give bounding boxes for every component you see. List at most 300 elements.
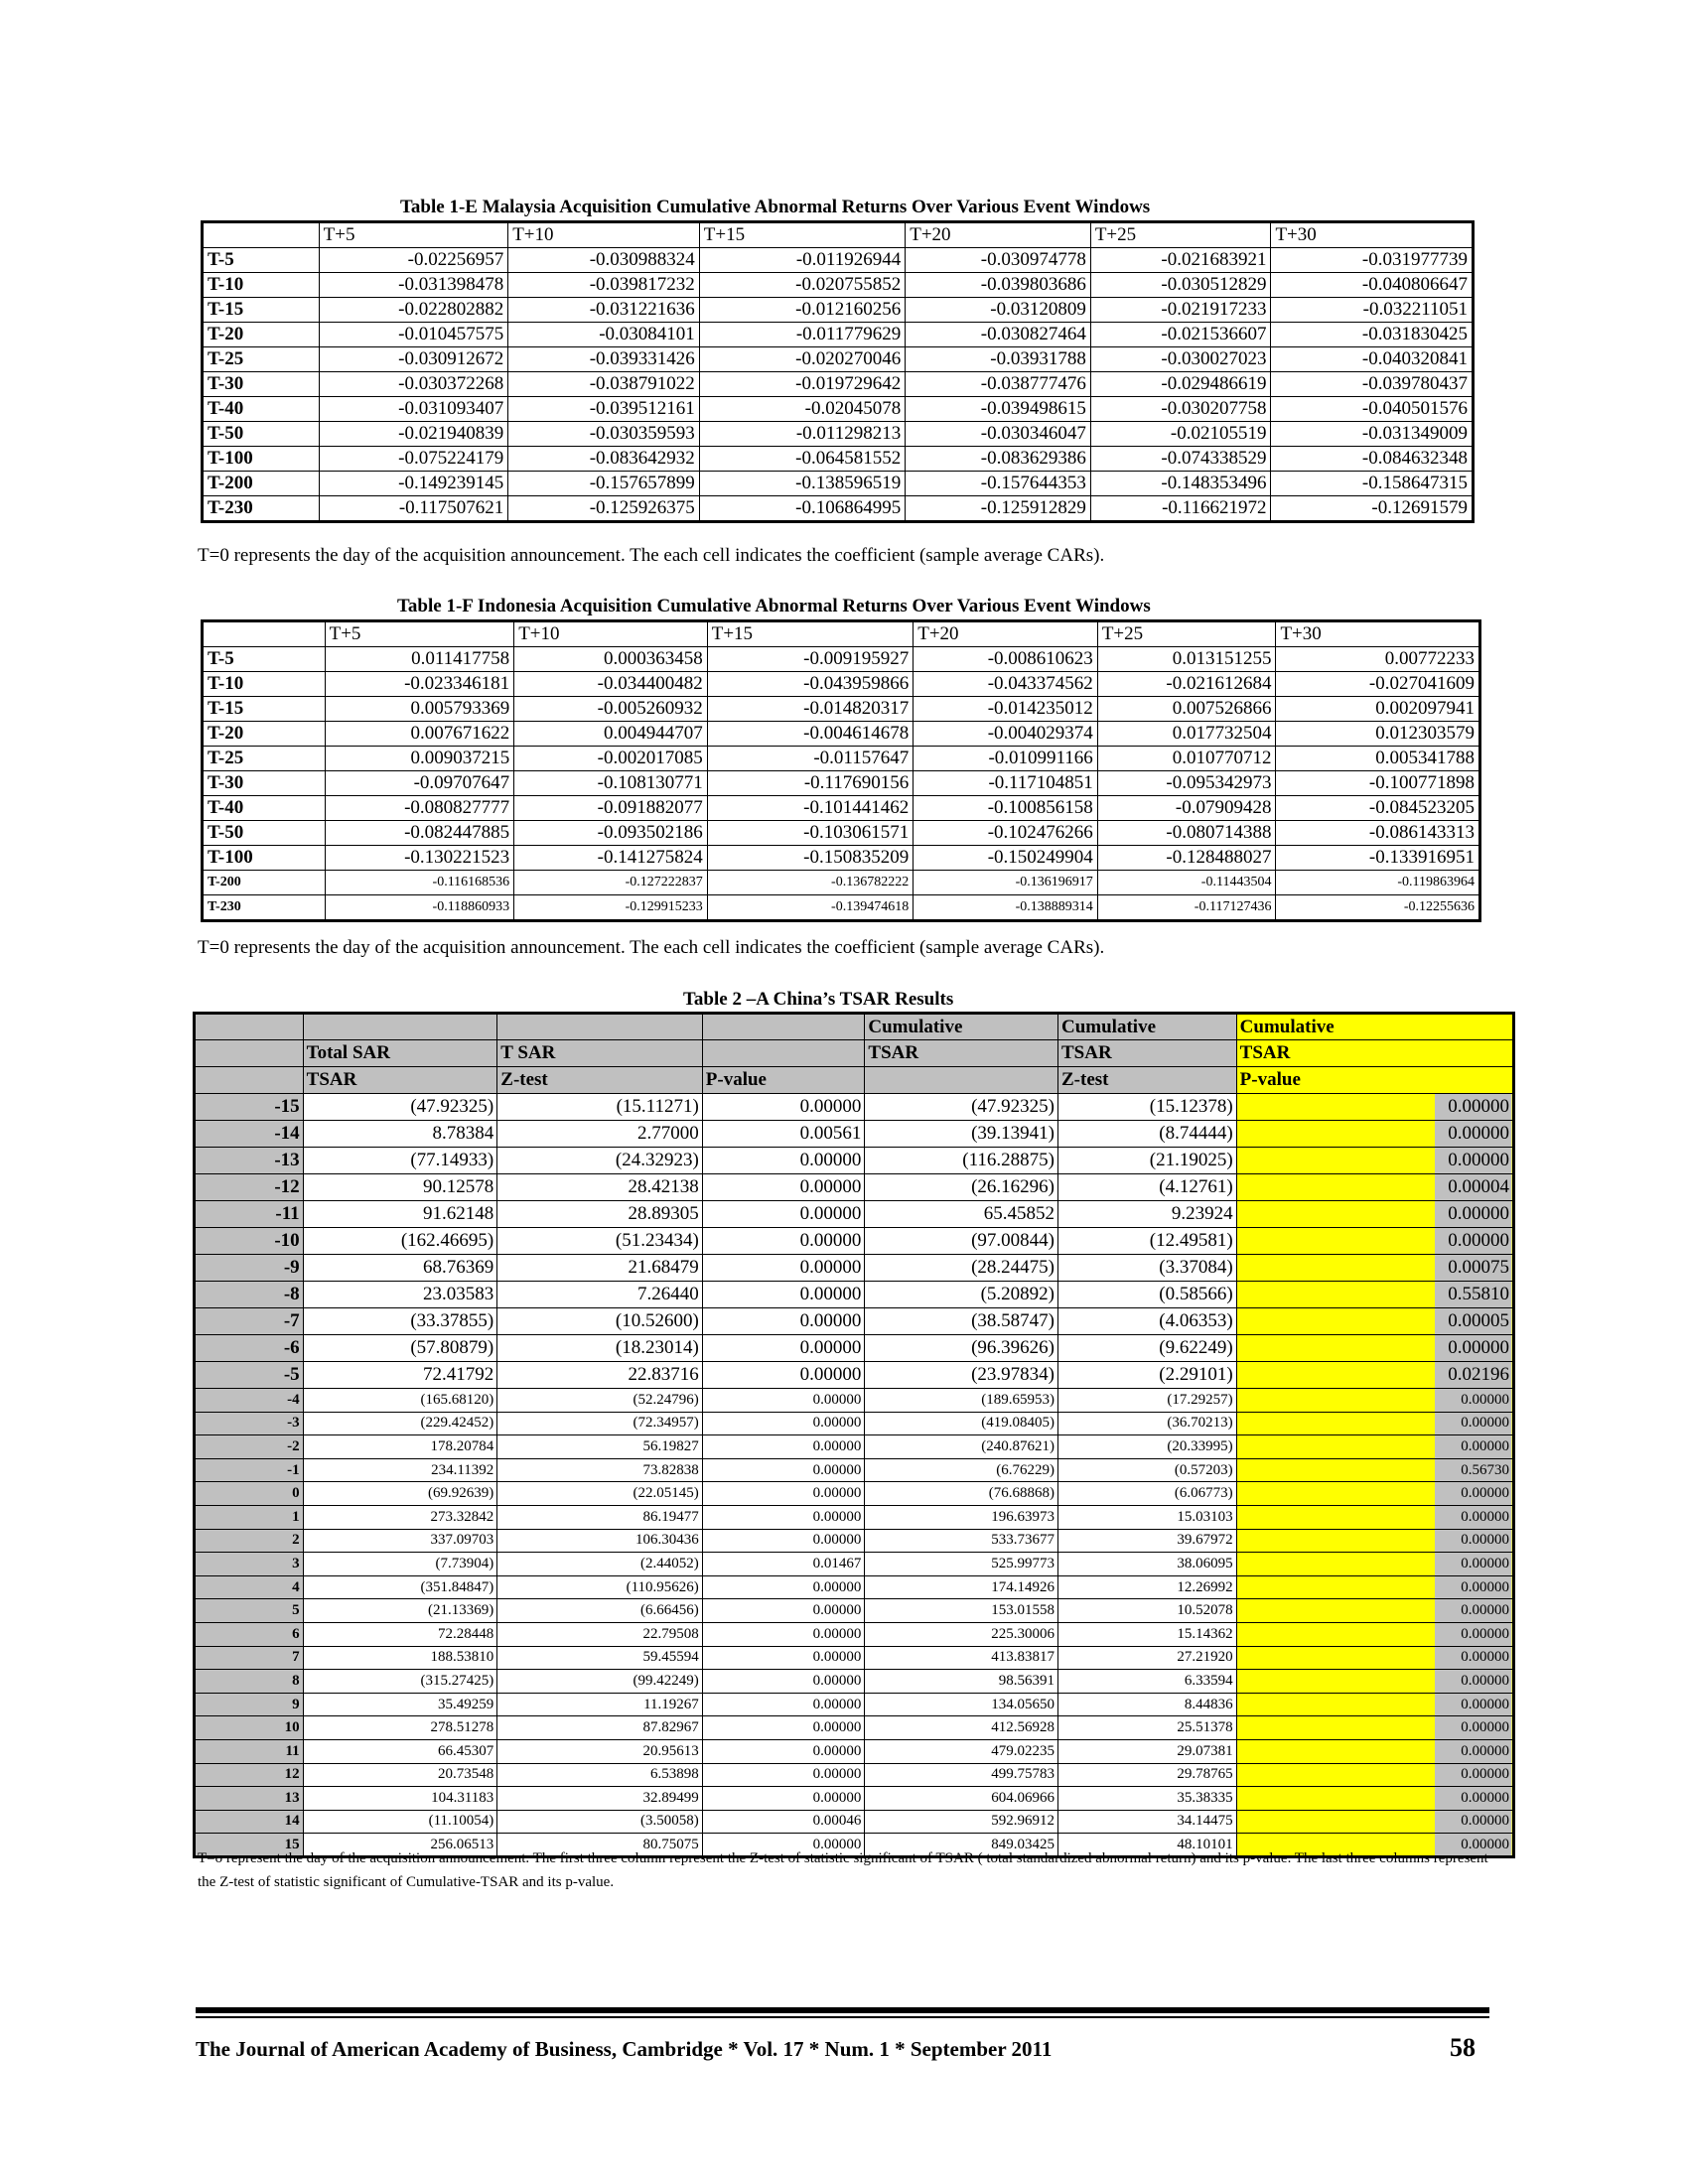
table-cell: 525.99773 [865,1553,1058,1576]
journal-footer: The Journal of American Academy of Business, Cambridge * Vol. 17 * Num. 1 * September 2011 [196,2037,1053,2061]
table-cell: -0.040806647 [1271,273,1474,298]
event-day-label: -12 [195,1174,304,1201]
table-cell: 28.42138 [497,1174,703,1201]
table-cell: -0.157644353 [906,472,1091,496]
table-cell: -0.138889314 [914,895,1098,921]
table-cell: -0.03931788 [906,347,1091,372]
table-cell: 0.011417758 [325,647,514,672]
column-header: T+20 [906,222,1091,248]
table-cell: (11.10054) [303,1810,497,1834]
table-cell: 604.06966 [865,1787,1058,1811]
table-cell: (33.37855) [303,1308,497,1335]
table-cell: (10.52600) [497,1308,703,1335]
table-cell: (110.95626) [497,1575,703,1599]
table-cell: 15.03103 [1058,1505,1237,1529]
table-cell: 0.00000 [702,1308,865,1335]
table-cell: (18.23014) [497,1335,703,1362]
table-cell: (0.58566) [1058,1282,1237,1308]
table-cell: -0.093502186 [514,821,708,846]
table-cell: 87.82967 [497,1716,703,1740]
table-cell: 178.20784 [303,1435,497,1459]
column-header [865,1067,1058,1094]
table-cell: 0.007526866 [1097,697,1276,722]
table-cell: -0.030974778 [906,248,1091,273]
table-cell: (419.08405) [865,1412,1058,1435]
table-cell: 0.00000 [1236,1693,1513,1716]
table-cell: 0.00000 [702,1094,865,1121]
table-cell: 0.00000 [1236,1482,1513,1506]
table-cell: (6.76229) [865,1458,1058,1482]
event-day-label: -3 [195,1412,304,1435]
table-cell: 38.06095 [1058,1553,1237,1576]
table-cell: 0.00000 [1236,1529,1513,1553]
table-cell: -0.010991166 [914,747,1098,771]
event-day-label: 3 [195,1553,304,1576]
table-cell: 0.00000 [702,1834,865,1857]
table-row [203,323,1474,347]
table-cell: -0.082447885 [325,821,514,846]
table-2a-note: T=o represent the day of the acquisition announcement. The first three column represent the Z-test of statistic significant of TSAR ( total standardized abnormal return) and its p-value. The last three columns represent the Z-test of statistic significant of Cumulative-TSAR and its p-value. [198,1850,1488,1890]
table-cell: 849.03425 [865,1834,1058,1857]
table-cell: 0.00000 [702,1389,865,1413]
table-cell: 6.33594 [1058,1670,1237,1694]
table-cell: 0.00000 [1236,1716,1513,1740]
table-cell: (165.68120) [303,1389,497,1413]
table-cell: 0.00000 [1236,1646,1513,1670]
column-header: T+5 [325,621,514,647]
table-row [203,821,1480,846]
table-cell: -0.130221523 [325,846,514,871]
table-row [195,1787,1514,1811]
table-cell: (36.70213) [1058,1412,1237,1435]
table-1f-caption: Table 1-F Indonesia Acquisition Cumulative Abnormal Returns Over Various Event Windows [397,596,1151,616]
table-cell: (72.34957) [497,1412,703,1435]
table-cell: 0.00000 [1236,1575,1513,1599]
table-cell: (38.58747) [865,1308,1058,1335]
table-cell: -0.031830425 [1271,323,1474,347]
header-blank-cell [203,222,320,248]
table-row [203,248,1474,273]
table-cell: -0.031349009 [1271,422,1474,447]
table-cell: 29.07381 [1058,1739,1237,1763]
table-cell: 34.14475 [1058,1810,1237,1834]
table-cell: 256.06513 [303,1834,497,1857]
table-cell: -0.030372268 [319,372,508,397]
table-cell: -0.01157647 [707,747,913,771]
table-cell: 0.00000 [1236,1505,1513,1529]
table-row [203,895,1480,921]
table-cell: -0.008610623 [914,647,1098,672]
table-cell: 499.75783 [865,1763,1058,1787]
table-cell: 0.00000 [702,1282,865,1308]
column-header [702,1040,865,1067]
row-label: T-40 [203,796,326,821]
table-cell: (3.50058) [497,1810,703,1834]
table-cell: 0.00000 [1236,1622,1513,1646]
table-cell: -0.031221636 [508,298,700,323]
table-1e [201,220,1475,523]
event-day-label: 1 [195,1505,304,1529]
table-cell: -0.02256957 [319,248,508,273]
table-cell: 80.75075 [497,1834,703,1857]
table-cell: 59.45594 [497,1646,703,1670]
table-cell: (47.92325) [865,1094,1058,1121]
table-cell: -0.012160256 [699,298,905,323]
table-cell: (76.68868) [865,1482,1058,1506]
table-cell: 0.00000 [1236,1435,1513,1459]
table-row [195,1622,1514,1646]
table-row [195,1362,1514,1389]
table-cell: 0.00000 [702,1335,865,1362]
table-cell: 104.31183 [303,1787,497,1811]
table-cell: (17.29257) [1058,1389,1237,1413]
table-cell: (20.33995) [1058,1435,1237,1459]
table-cell: -0.100771898 [1276,771,1480,796]
table-cell: 39.67972 [1058,1529,1237,1553]
table-cell: -0.150835209 [707,846,913,871]
table-cell: 32.89499 [497,1787,703,1811]
table-header-row [203,621,1480,647]
table-cell: (52.24796) [497,1389,703,1413]
table-cell: -0.102476266 [914,821,1098,846]
table-cell: 273.32842 [303,1505,497,1529]
event-day-label: -15 [195,1094,304,1121]
column-header [303,1014,497,1040]
table-cell: -0.039817232 [508,273,700,298]
event-day-label: -1 [195,1458,304,1482]
table-cell: 533.73677 [865,1529,1058,1553]
table-cell: -0.011298213 [699,422,905,447]
table-cell: -0.031977739 [1271,248,1474,273]
table-cell: 0.00000 [702,1362,865,1389]
table-cell: 10.52078 [1058,1599,1237,1623]
event-day-label: 14 [195,1810,304,1834]
table-cell: 27.21920 [1058,1646,1237,1670]
table-cell: 412.56928 [865,1716,1058,1740]
row-label: T-20 [203,722,326,747]
table-cell: (9.62249) [1058,1335,1237,1362]
row-label: T-10 [203,672,326,697]
table-cell: -0.157657899 [508,472,700,496]
footer-rule-thick [196,2007,1489,2013]
event-day-label: 2 [195,1529,304,1553]
table-cell: -0.030027023 [1090,347,1271,372]
table-row [195,1412,1514,1435]
table-cell: -0.031398478 [319,273,508,298]
table-cell: -0.043959866 [707,672,913,697]
table-cell: -0.064581552 [699,447,905,472]
table-cell: (26.16296) [865,1174,1058,1201]
table-cell: 0.00000 [1236,1201,1513,1228]
table-cell: 68.76369 [303,1255,497,1282]
table-cell: 0.009037215 [325,747,514,771]
table-1e-note: T=0 represents the day of the acquisition announcement. The each cell indicates the coefficient (sample average CARs). [198,545,1105,566]
table-row [203,672,1480,697]
table-cell: 21.68479 [497,1255,703,1282]
table-cell: -0.086143313 [1276,821,1480,846]
table-row [195,1646,1514,1670]
table-cell: 23.03583 [303,1282,497,1308]
table-cell: -0.021940839 [319,422,508,447]
table-cell: (15.12378) [1058,1094,1237,1121]
table-cell: 22.79508 [497,1622,703,1646]
table-cell: 0.000363458 [514,647,708,672]
table-cell: 0.00000 [1236,1094,1513,1121]
table-cell: 0.00075 [1236,1255,1513,1282]
table-cell: -0.030827464 [906,323,1091,347]
table-row [203,447,1474,472]
table-row [195,1670,1514,1694]
table-cell: -0.021917233 [1090,298,1271,323]
table-cell: (4.12761) [1058,1174,1237,1201]
table-cell: -0.136782222 [707,871,913,895]
table-row [195,1255,1514,1282]
table-cell: -0.084632348 [1271,447,1474,472]
table-cell: (2.44052) [497,1553,703,1576]
table-cell: 0.00000 [702,1763,865,1787]
table-cell: (6.66456) [497,1599,703,1623]
table-cell: 86.19477 [497,1505,703,1529]
event-day-label: -7 [195,1308,304,1335]
column-header: Total SAR [303,1040,497,1067]
row-label: T-40 [203,397,320,422]
column-header: TSAR [303,1067,497,1094]
table-row [195,1335,1514,1362]
table-cell: -0.032211051 [1271,298,1474,323]
table-2a [193,1012,1515,1858]
table-cell: -0.080714388 [1097,821,1276,846]
event-day-label: -9 [195,1255,304,1282]
table-cell: -0.080827777 [325,796,514,821]
table-cell: (7.73904) [303,1553,497,1576]
table-cell: (116.28875) [865,1148,1058,1174]
row-label: T-20 [203,323,320,347]
table-cell: -0.029486619 [1090,372,1271,397]
table-row [203,496,1474,522]
column-header: T+30 [1276,621,1480,647]
table-cell: 413.83817 [865,1646,1058,1670]
table-cell: (15.11271) [497,1094,703,1121]
column-header: T+20 [914,621,1098,647]
table-cell: (39.13941) [865,1121,1058,1148]
row-label: T-30 [203,372,320,397]
table-cell: -0.139474618 [707,895,913,921]
table-header-row [195,1040,1514,1067]
table-cell: 0.00000 [702,1458,865,1482]
table-row [203,647,1480,672]
table-row [203,298,1474,323]
table-row [195,1810,1514,1834]
column-header [195,1040,304,1067]
table-cell: 337.09703 [303,1529,497,1553]
table-cell: 0.017732504 [1097,722,1276,747]
table-cell: (315.27425) [303,1670,497,1694]
table-cell: 56.19827 [497,1435,703,1459]
table-cell: -0.106864995 [699,496,905,522]
table-cell: (3.37084) [1058,1255,1237,1282]
column-header: P-value [1236,1067,1513,1094]
table-cell: -0.158647315 [1271,472,1474,496]
table-cell: 0.00046 [702,1810,865,1834]
table-cell: -0.011926944 [699,248,905,273]
table-cell: -0.039780437 [1271,372,1474,397]
table-cell: (69.92639) [303,1482,497,1506]
table-cell: 20.95613 [497,1739,703,1763]
table-row [203,472,1474,496]
table-cell: 72.41792 [303,1362,497,1389]
table-cell: -0.030912672 [319,347,508,372]
table-cell: -0.014820317 [707,697,913,722]
event-day-label: -8 [195,1282,304,1308]
table-cell: (96.39626) [865,1335,1058,1362]
table-cell: -0.116621972 [1090,496,1271,522]
table-cell: 0.00004 [1236,1174,1513,1201]
table-cell: 12.26992 [1058,1575,1237,1599]
table-row [195,1389,1514,1413]
row-label: T-10 [203,273,320,298]
page-number: 58 [1450,2033,1476,2062]
table-cell: 35.38335 [1058,1787,1237,1811]
table-cell: -0.039498615 [906,397,1091,422]
table-row [203,372,1474,397]
table-cell: 11.19267 [497,1693,703,1716]
table-row [195,1435,1514,1459]
table-cell: -0.040320841 [1271,347,1474,372]
table-cell: 0.010770712 [1097,747,1276,771]
row-label: T-5 [203,647,326,672]
table-cell: 25.51378 [1058,1716,1237,1740]
table-row [203,771,1480,796]
event-day-label: 11 [195,1739,304,1763]
column-header: T+5 [319,222,508,248]
table-cell: 48.10101 [1058,1834,1237,1857]
column-header: T+10 [514,621,708,647]
table-cell: -0.149239145 [319,472,508,496]
table-cell: 0.00000 [1236,1810,1513,1834]
table-row [203,397,1474,422]
table-cell: 66.45307 [303,1739,497,1763]
table-cell: -0.014235012 [914,697,1098,722]
table-row [195,1505,1514,1529]
table-row [195,1228,1514,1255]
table-cell: 0.00000 [1236,1121,1513,1148]
table-cell: -0.040501576 [1271,397,1474,422]
event-day-label: 12 [195,1763,304,1787]
column-header: T+10 [508,222,700,248]
table-cell: 0.00772233 [1276,647,1480,672]
column-header: T+15 [707,621,913,647]
table-cell: (22.05145) [497,1482,703,1506]
event-day-label: 5 [195,1599,304,1623]
table-cell: 98.56391 [865,1670,1058,1694]
table-cell: 0.00000 [1236,1739,1513,1763]
table-cell: 0.00000 [702,1599,865,1623]
event-day-label: 6 [195,1622,304,1646]
table-cell: -0.039331426 [508,347,700,372]
table-cell: 153.01558 [865,1599,1058,1623]
column-header: Z-test [1058,1067,1237,1094]
table-cell: 7.26440 [497,1282,703,1308]
table-cell: -0.141275824 [514,846,708,871]
table-cell: -0.03084101 [508,323,700,347]
event-day-label: -10 [195,1228,304,1255]
table-cell: 174.14926 [865,1575,1058,1599]
row-label: T-200 [203,871,326,895]
table-cell: 196.63973 [865,1505,1058,1529]
table-cell: (21.19025) [1058,1148,1237,1174]
table-cell: 0.00000 [702,1505,865,1529]
table-cell: -0.011779629 [699,323,905,347]
table-cell: (12.49581) [1058,1228,1237,1255]
table-cell: -0.117690156 [707,771,913,796]
event-day-label: 9 [195,1693,304,1716]
table-row [195,1553,1514,1576]
column-header: T+25 [1090,222,1271,248]
table-cell: 29.78765 [1058,1763,1237,1787]
table-row [195,1121,1514,1148]
table-cell: 0.00000 [702,1435,865,1459]
table-cell: 0.00000 [1236,1335,1513,1362]
table-cell: (23.97834) [865,1362,1058,1389]
row-label: T-100 [203,846,326,871]
table-cell: 2.77000 [497,1121,703,1148]
table-cell: -0.030988324 [508,248,700,273]
table-cell: 479.02235 [865,1739,1058,1763]
table-cell: (240.87621) [865,1435,1058,1459]
table-cell: -0.138596519 [699,472,905,496]
event-day-label: -14 [195,1121,304,1148]
table-cell: -0.136196917 [914,871,1098,895]
table-row [203,697,1480,722]
row-label: T-5 [203,248,320,273]
table-row [203,871,1480,895]
column-header: T+30 [1271,222,1474,248]
table-cell: -0.100856158 [914,796,1098,821]
table-cell: -0.02105519 [1090,422,1271,447]
table-cell: -0.030512829 [1090,273,1271,298]
table-cell: -0.030346047 [906,422,1091,447]
event-day-label: 7 [195,1646,304,1670]
table-cell: -0.043374562 [914,672,1098,697]
table-header-row [195,1014,1514,1040]
table-cell: (24.32923) [497,1148,703,1174]
table-cell: 0.013151255 [1097,647,1276,672]
table-row [195,1599,1514,1623]
table-row [195,1174,1514,1201]
column-header: TSAR [1236,1040,1513,1067]
table-cell: 0.02196 [1236,1362,1513,1389]
table-cell: 592.96912 [865,1810,1058,1834]
table-cell: 0.00000 [702,1670,865,1694]
table-cell: -0.031093407 [319,397,508,422]
event-day-label: 10 [195,1716,304,1740]
column-header: TSAR [1058,1040,1237,1067]
event-day-label: -5 [195,1362,304,1389]
column-header: TSAR [865,1040,1058,1067]
table-row [203,273,1474,298]
table-cell: 0.005341788 [1276,747,1480,771]
table-cell: (189.65953) [865,1389,1058,1413]
table-1f-note: T=0 represents the day of the acquisition announcement. The each cell indicates the coefficient (sample average CARs). [198,937,1105,958]
table-cell: (28.24475) [865,1255,1058,1282]
table-cell: -0.108130771 [514,771,708,796]
table-row [195,1739,1514,1763]
table-cell: -0.020755852 [699,273,905,298]
footer-rule-thin [196,2016,1489,2018]
table-cell: 0.00005 [1236,1308,1513,1335]
row-label: T-15 [203,298,320,323]
table-row [203,422,1474,447]
